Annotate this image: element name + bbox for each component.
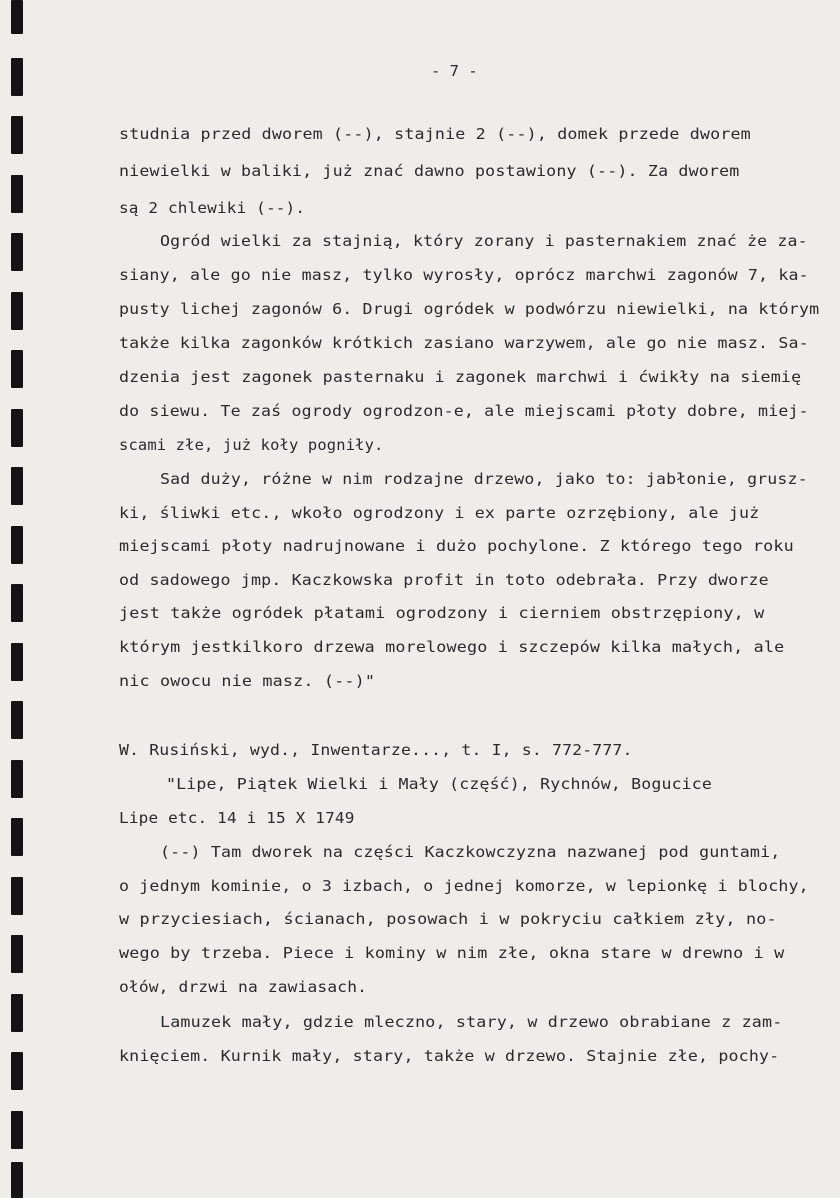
binding-hole — [11, 935, 23, 973]
binding-hole — [11, 877, 23, 915]
body-line: jest także ogródek płatami ogrodzony i cierniem obstrzępiony, w — [119, 604, 765, 622]
binding-hole — [11, 760, 23, 798]
binding-hole — [11, 350, 23, 388]
citation-line: Lipe etc. 14 i 15 X 1749 — [119, 809, 355, 827]
binding-hole — [11, 1162, 23, 1198]
body-line: wego by trzeba. Piece i kominy w nim złe, okna stare w drewno i w — [119, 944, 785, 962]
binding-hole — [11, 467, 23, 505]
body-line: o jednym kominie, o 3 izbach, o jednej komorze, w lepionkę i blochy, — [119, 877, 809, 895]
binding-hole — [11, 584, 23, 622]
body-line: nic owocu nie masz. (--)" — [119, 672, 376, 690]
binding-hole — [11, 175, 23, 213]
body-line: (--) Tam dworek na części Kaczkowczyzna nazwanej pod guntami, — [160, 843, 781, 861]
body-line: pusty lichej zagonów 6. Drugi ogródek w podwórzu niewielki, na którym — [119, 300, 820, 318]
binding-hole — [11, 0, 23, 34]
binding-hole — [11, 233, 23, 271]
binding-hole — [11, 116, 23, 154]
binding-hole — [11, 292, 23, 330]
body-line: miejscami płoty nadrujnowane i dużo pochylone. Z którego tego roku — [119, 537, 794, 555]
body-line: także kilka zagonków krótkich zasiano warzywem, ale go nie masz. Sa- — [119, 334, 809, 352]
body-line: dzenia jest zagonek pasternaku i zagonek marchwi i ćwikły na siemię — [119, 368, 802, 386]
binding-hole — [11, 58, 23, 96]
body-line: ki, śliwki etc., wkoło ogrodzony i ex parte ozrzębiony, ale już — [119, 504, 760, 522]
binding-hole — [11, 643, 23, 681]
body-line: siany, ale go nie masz, tylko wyrosły, oprócz marchwi zagonów 7, ka- — [119, 266, 809, 284]
body-line: studnia przed dworem (--), stajnie 2 (--), domek przede dworem — [119, 125, 751, 143]
body-line: niewielki w baliki, już znać dawno postawiony (--). Za dworem — [119, 162, 740, 180]
body-line: Ogród wielki za stajnią, który zorany i pasternakiem znać że za- — [160, 232, 808, 250]
binding-hole — [11, 818, 23, 856]
body-line: którym jestkilkoro drzewa morelowego i szczepów kilka małych, ale — [119, 638, 785, 656]
body-line: scami złe, już koły pogniły. — [119, 436, 384, 454]
binding-holes — [11, 0, 25, 1198]
binding-hole — [11, 994, 23, 1032]
citation-line: "Lipe, Piątek Wielki i Mały (część), Rychnów, Bogucice — [166, 775, 713, 793]
citation-line: W. Rusiński, wyd., Inwentarze..., t. I, s. 772-777. — [119, 741, 633, 759]
body-line: do siewu. Te zaś ogrody ogrodzon-e, ale miejscami płoty dobre, miej- — [119, 402, 809, 420]
body-line: są 2 chlewiki (--). — [119, 199, 306, 217]
binding-hole — [11, 526, 23, 564]
binding-hole — [11, 701, 23, 739]
body-line: Lamuzek mały, gdzie mleczno, stary, w drzewo obrabiane z zam- — [160, 1013, 783, 1031]
binding-hole — [11, 1052, 23, 1090]
body-line: ołów, drzwi na zawiasach. — [119, 978, 368, 996]
binding-hole — [11, 409, 23, 447]
body-line: Sad duży, różne w nim rodzajne drzewo, jako to: jabłonie, grusz- — [160, 470, 808, 488]
binding-hole — [11, 1111, 23, 1149]
page-number: - 7 - — [431, 62, 478, 80]
body-line: od sadowego jmp. Kaczkowska profit in toto odebrała. Przy dworze — [119, 571, 769, 589]
body-line: knięciem. Kurnik mały, stary, także w drzewo. Stajnie złe, pochy- — [119, 1047, 780, 1065]
body-line: w przyciesiach, ścianach, posowach i w pokryciu całkiem zły, no- — [119, 910, 777, 928]
